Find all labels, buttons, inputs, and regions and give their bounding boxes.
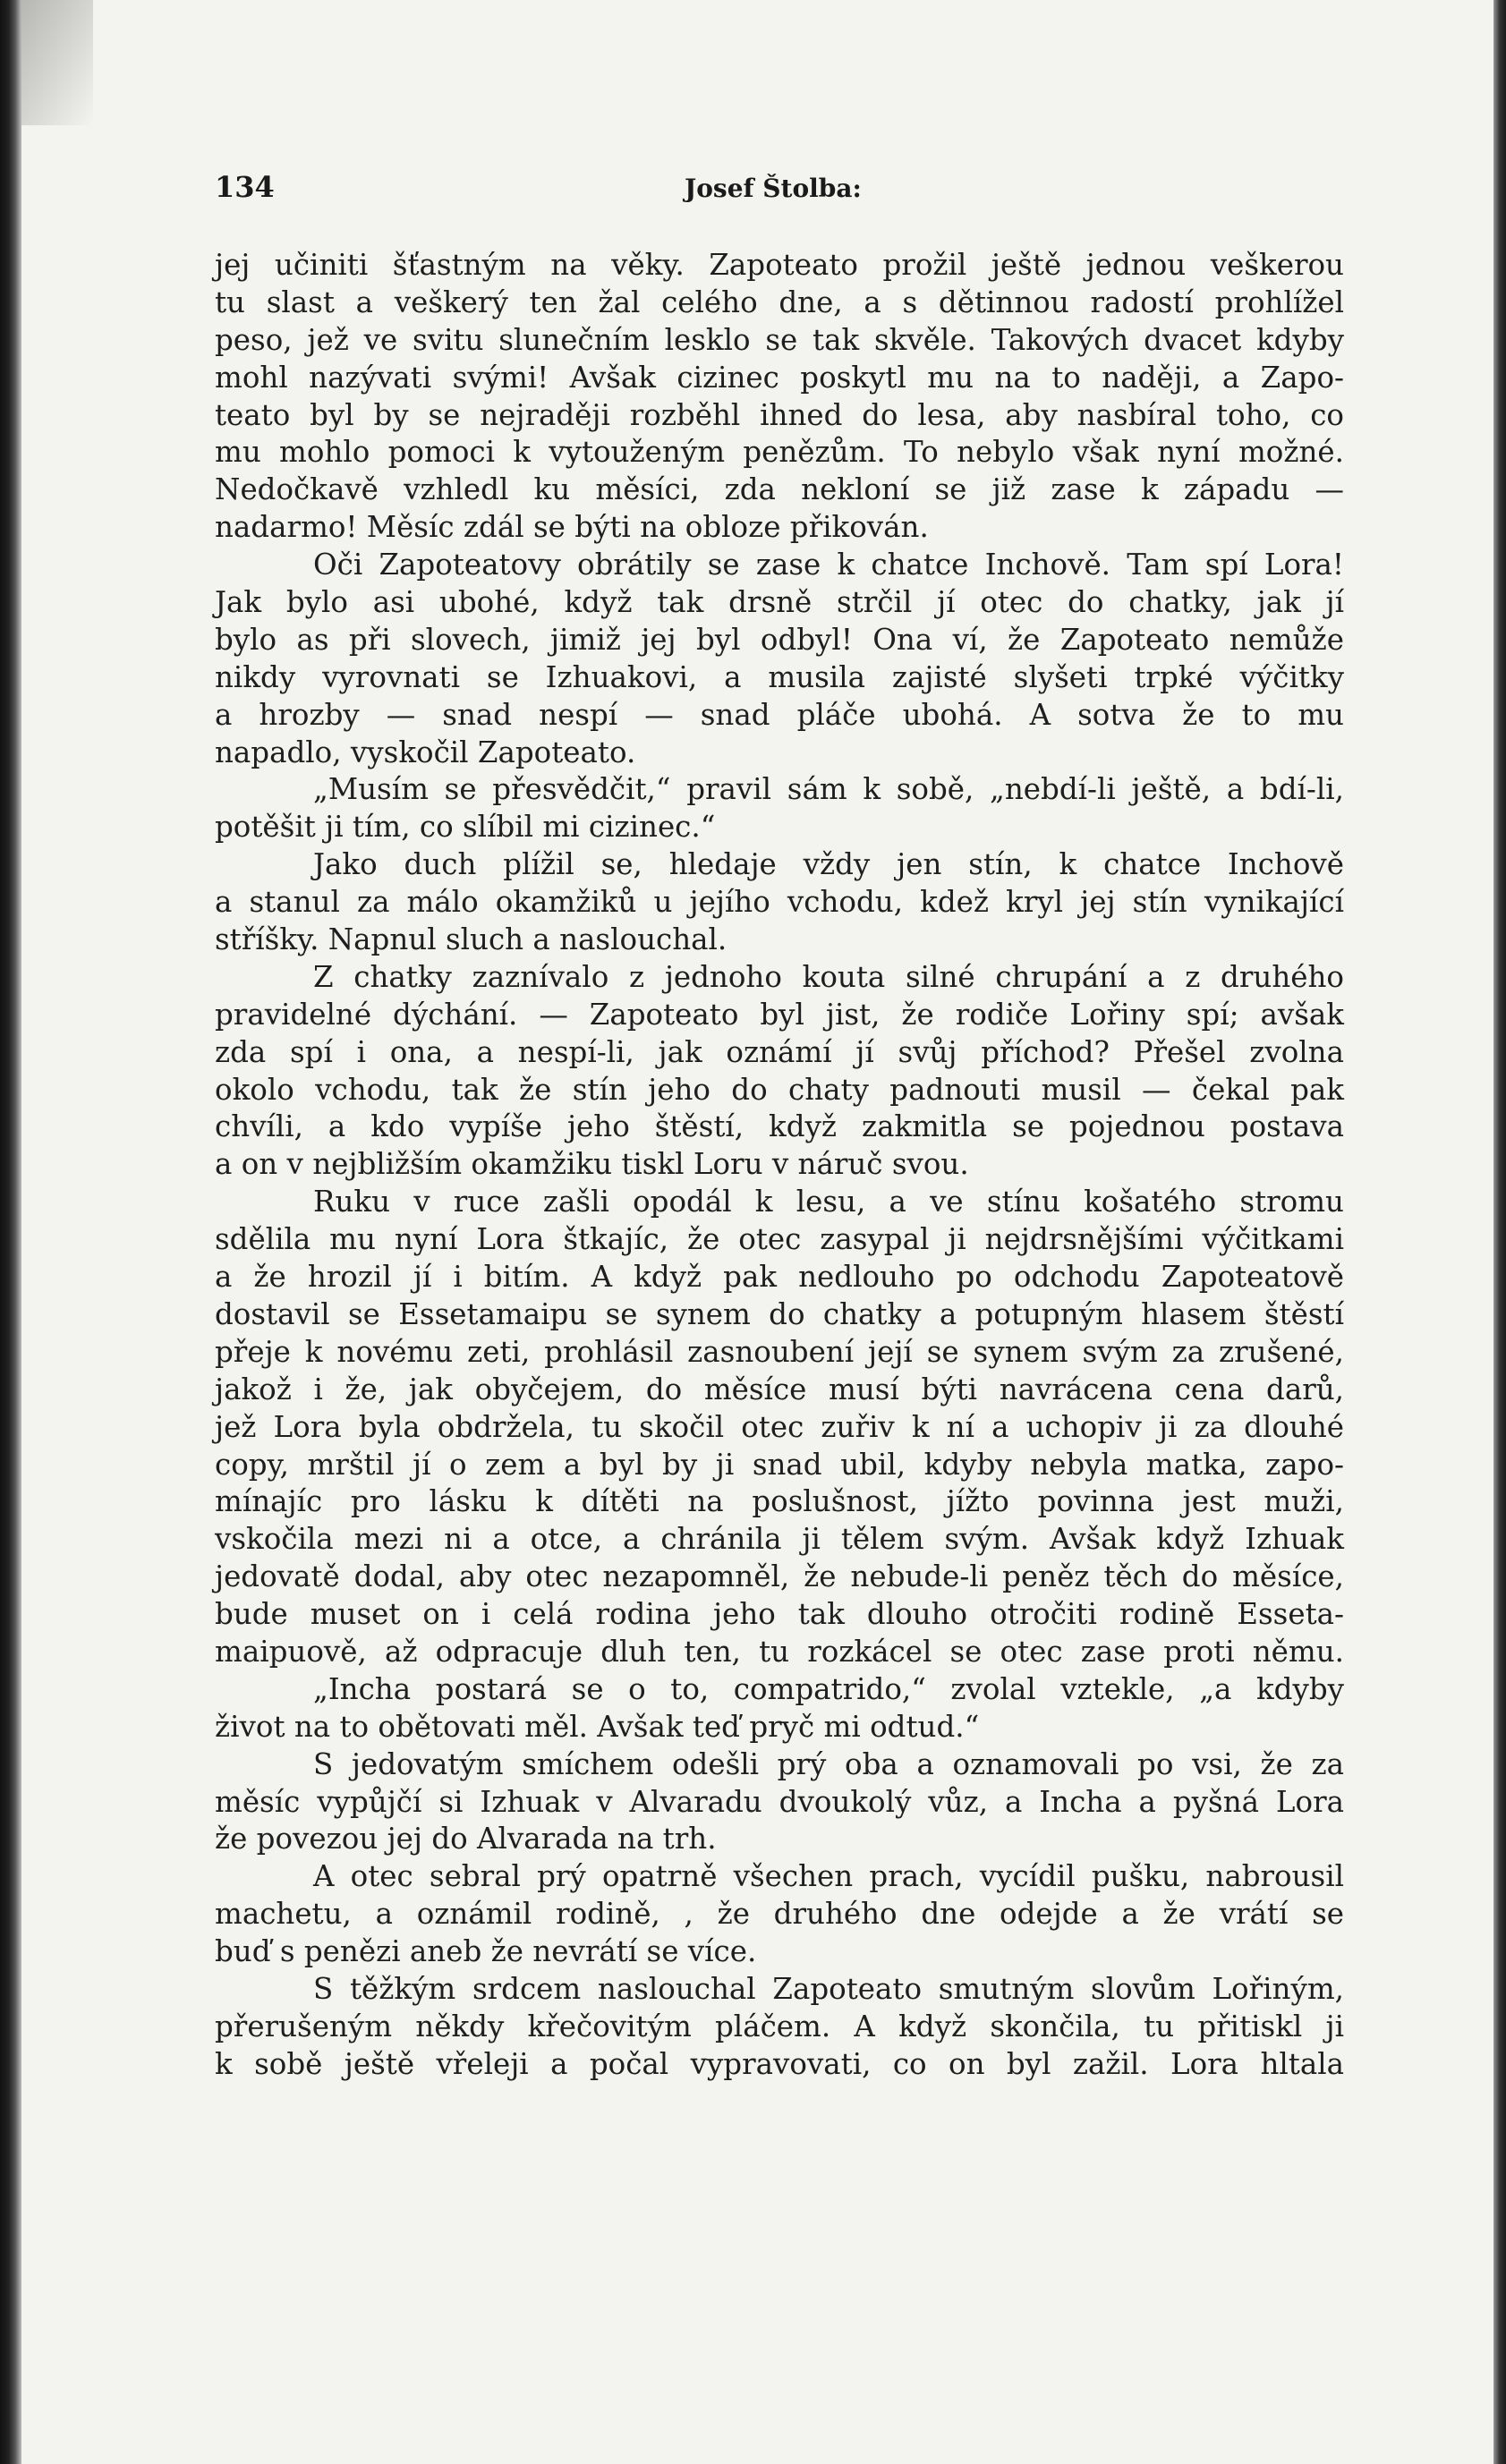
text-line: buď s penězi aneb že nevrátí se více.: [215, 1934, 757, 1969]
text-line: Nedočkavě vzhledl ku měsíci, zda nekloní se již zase k západu —: [215, 472, 1344, 507]
text-line: okolo vchodu, tak že stín jeho do chaty padnouti musil — čekal pak: [215, 1072, 1344, 1107]
text-line: maipuově, až odpracuje dluh ten, tu rozkácel se otec zase proti němu.: [215, 1634, 1344, 1669]
text-line: přeje k novému zeti, prohlásil zasnoubení její se synem svým za zrušené,: [215, 1334, 1344, 1369]
text-line: bylo as při slovech, jimiž jej byl odbyl! Ona ví, že Zapoteato nemůže: [215, 622, 1344, 657]
page-header: [215, 170, 1324, 206]
page-number: 134: [215, 170, 275, 204]
text-line: bude muset on i celá rodina jeho tak dlouho otročiti rodině Esseta-: [215, 1597, 1344, 1632]
text-line: mu mohlo pomoci k vytouženým penězům. To nebylo však nyní možné.: [215, 435, 1344, 470]
text-line: nikdy vyrovnati se Izhuakovi, a musila zajisté slyšeti trpké výčitky: [215, 659, 1344, 694]
text-line: jej učiniti šťastným na věky. Zapoteato prožil ještě jednou veškerou: [215, 248, 1344, 282]
text-line: a hrozby — snad nespí — snad pláče ubohá. A sotva že to mu: [215, 697, 1344, 732]
text-line: stříšky. Napnul sluch a naslouchal.: [215, 922, 727, 957]
text-line: S těžkým srdcem naslouchal Zapoteato smutným slovům Lořiným,: [313, 1971, 1344, 2006]
text-line: „Musím se přesvědčit,“ pravil sám k sobě, „nebdí-li ještě, a bdí-li,: [313, 772, 1344, 807]
scan-shadow: [21, 0, 93, 125]
text-line: mínajíc pro lásku k dítěti na poslušnost, jížto povinna jest muži,: [215, 1484, 1344, 1519]
text-line: mohl nazývati svými! Avšak cizinec poskytl mu na to naději, a Zapo-: [215, 360, 1344, 395]
text-line: měsíc vypůjčí si Izhuak v Alvaradu dvoukolý vůz, a Incha a pyšná Lora: [215, 1784, 1344, 1819]
text-line: přerušeným někdy křečovitým pláčem. A když skončila, tu přitiskl ji: [215, 2009, 1344, 2043]
page-right-edge: [1493, 0, 1506, 2464]
text-line: peso, jež ve svitu slunečním lesklo se tak skvěle. Takových dvacet kdyby: [215, 322, 1344, 357]
text-line: nadarmo! Měsíc zdál se býti na obloze přikován.: [215, 510, 929, 545]
text-line: Oči Zapoteatovy obrátily se zase k chatce Inchově. Tam spí Lora!: [313, 548, 1344, 582]
text-line: copy, mrštil jí o zem a byl by ji snad ubil, kdyby nebyla matka, zapo-: [215, 1447, 1344, 1482]
text-line: Jak bylo asi ubohé, když tak drsně strčil jí otec do chatky, jak jí: [215, 585, 1344, 620]
text-line: a on v nejbližším okamžiku tiskl Loru v náruč svou.: [215, 1147, 969, 1182]
text-line: jež Lora byla obdržela, tu skočil otec zuřiv k ní a uchopiv ji za dlouhé: [215, 1409, 1344, 1444]
text-line: machetu, a oznámil rodině, , že druhého dne odejde a že vrátí se: [215, 1897, 1344, 1932]
text-line: napadlo, vyskočil Zapoteato.: [215, 735, 636, 769]
text-line: zda spí i ona, a nespí-li, jak oznámí jí svůj příchod? Přešel zvolna: [215, 1034, 1344, 1069]
text-line: sdělila mu nyní Lora štkajíc, že otec zasypal ji nejdrsnějšími výčitkami: [215, 1222, 1344, 1257]
text-line: tu slast a veškerý ten žal celého dne, a s dětinnou radostí prohlížel: [215, 285, 1344, 319]
text-line: vskočila mezi ni a otce, a chránila ji tělem svým. Avšak když Izhuak: [215, 1522, 1344, 1557]
text-line: a že hrozil jí i bitím. A když pak nedlouho po odchodu Zapoteatově: [215, 1260, 1344, 1295]
text-line: pravidelné dýchání. — Zapoteato byl jist, že rodiče Lořiny spí; avšak: [215, 997, 1344, 1032]
text-line: S jedovatým smíchem odešli prý oba a oznamovali po vsi, že za: [313, 1746, 1344, 1781]
text-line: k sobě ještě vřeleji a počal vypravovati, co on byl zažil. Lora hltala: [215, 2046, 1344, 2081]
body-text: [215, 247, 1344, 2084]
text-line: potěšit ji tím, co slíbil mi cizinec.“: [215, 810, 716, 845]
text-line: dostavil se Essetamaipu se synem do chatky a potupným hlasem štěstí: [215, 1296, 1344, 1331]
text-line: Z chatky zaznívalo z jednoho kouta silné chrupání a z druhého: [313, 959, 1344, 994]
text-line: jakož i že, jak obyčejem, do měsíce musí býti navrácena cena darů,: [215, 1372, 1344, 1406]
text-line: Jako duch plížil se, hledaje vždy jen stín, k chatce Inchově: [313, 847, 1344, 882]
text-line: A otec sebral prý opatrně všechen prach, vycídil pušku, nabrousil: [313, 1859, 1344, 1894]
running-head: Josef Štolba:: [685, 174, 862, 203]
book-binding-edge: [0, 0, 21, 2464]
text-line: a stanul za málo okamžiků u jejího vchodu, kdež kryl jej stín vynikající: [215, 885, 1344, 920]
text-line: „Incha postará se o to, compatrido,“ zvolal vztekle, „a kdyby: [313, 1671, 1344, 1706]
text-line: život na to obětovati měl. Avšak teď pryč mi odtud.“: [215, 1709, 980, 1744]
text-line: chvíli, a kdo vypíše jeho štěstí, když zakmitla se pojednou postava: [215, 1109, 1344, 1144]
text-line: že povezou jej do Alvarada na trh.: [215, 1822, 717, 1856]
text-line: Ruku v ruce zašli opodál k lesu, a ve stínu košatého stromu: [313, 1185, 1344, 1219]
text-line: jedovatě dodal, aby otec nezapomněl, že nebude-li peněz těch do měsíce,: [215, 1559, 1344, 1594]
text-line: teato byl by se nejraději rozběhl ihned do lesa, aby nasbíral toho, co: [215, 397, 1344, 432]
